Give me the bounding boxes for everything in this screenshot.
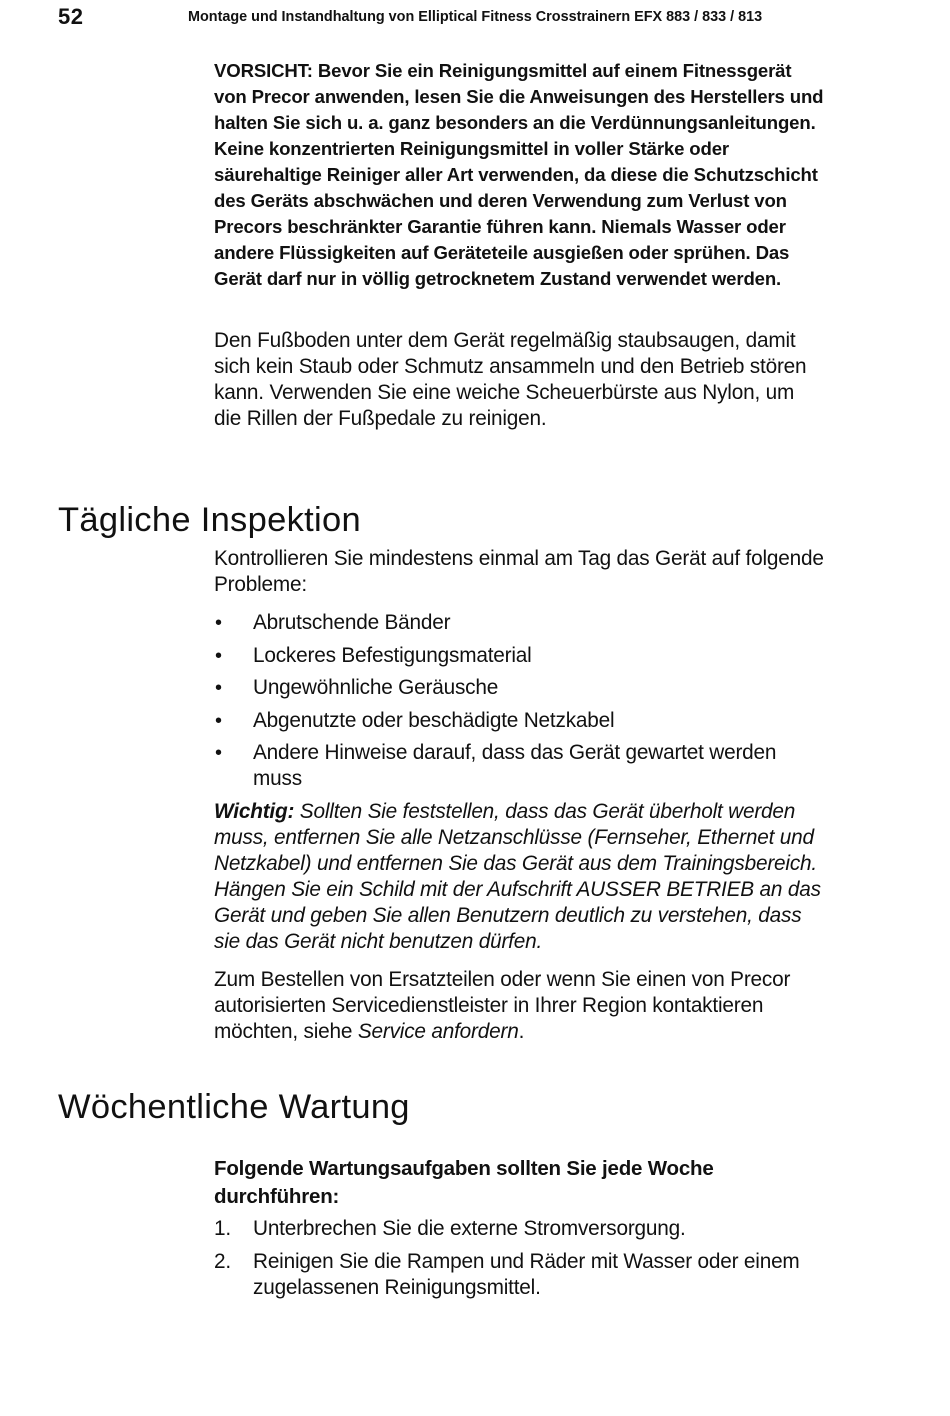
caution-notice: VORSICHT: Bevor Sie ein Reinigungsmittel auf einem Fitnessgerät von Precor anwenden, lesen Sie die Anweisungen des Herstellers und halten Sie sich u. a. ganz besonders an die Verdünnungsanleitungen. Keine konzentrierten Reinigungsmittel in voller Stärke oder säurehaltige Reiniger aller Art verwenden, da diese die Schutzschicht des Geräts abschwächen und deren Verwendung zum Verlust von Precors beschränkter Garantie führen kann. Niemals Wasser oder andere Flüssigkeiten auf Geräteteile ausgießen oder sprühen. Das Gerät darf nur in völlig getrocknetem Zustand verwendet werden. [214,60,824,289]
important-text: Sollten Sie feststellen, dass das Gerät überholt werden muss, entfernen Sie alle Netzanschlüsse (Fernseher, Ethernet und Netzkabel) und entfernen Sie das Gerät aus dem Trainingsbereich. Hängen Sie ein Schild mit der Aufschrift AUSSER BETRIEB an das Gerät und geben Sie allen Benutzern deutlich zu verstehen, dass sie das Gerät nicht benutzen dürfen. [214,800,821,953]
list-item [214,610,826,636]
list-item-text: Lockeres Befestigungsmaterial [253,643,532,667]
weekly-maintenance-intro: Folgende Wartungsaufgaben sollten Sie jede Woche durchführen: [214,1157,714,1208]
step-number: 1. [214,1217,231,1240]
step-text: Reinigen Sie die Rampen und Räder mit Wasser oder einem zugelassenen Reinigungsmittel. [253,1249,800,1299]
bullet-icon: • [215,709,222,732]
parts-text-end: . [518,1020,525,1043]
weekly-steps-list [214,1216,826,1307]
parts-text: Zum Bestellen von Ersatzteilen oder wenn Sie einen von Precor autorisierten Servicedienstleister in Ihrer Region kontaktieren möchten, siehe [214,968,791,1043]
daily-inspection-intro: Kontrollieren Sie mindestens einmal am Tag das Gerät auf folgende Probleme: [214,547,824,596]
floor-cleaning-paragraph: Den Fußboden unter dem Gerät regelmäßig staubsaugen, damit sich kein Staub oder Schmutz ansammeln und den Betrieb stören kann. Verwenden Sie eine weiche Scheuerbürste aus Nylon, um die Rillen der Fußpedale zu reinigen. [214,329,807,430]
list-item [214,708,826,734]
list-item [214,740,826,792]
list-item-text: Abrutschende Bänder [253,611,451,634]
list-item [214,643,826,669]
bullet-icon: • [215,644,222,667]
parts-service-paragraph [214,967,826,1045]
running-header: Montage und Instandhaltung von Elliptical Fitness Crosstrainern EFX 883 / 833 / 813 [188,9,763,25]
bullet-icon: • [215,612,222,634]
step-number: 2. [214,1249,231,1273]
bullet-icon: • [215,677,222,699]
bullet-icon: • [215,742,222,764]
heading-weekly-maintenance: Wöchentliche Wartung [58,1088,410,1126]
service-reference-link[interactable]: Service anfordern [357,1020,519,1043]
list-item-text: Andere Hinweise darauf, dass das Gerät gewartet werden muss [253,741,777,790]
heading-daily-inspection: Tägliche Inspektion [58,501,361,539]
list-item-text: Ungewöhnliche Geräusche [253,676,499,699]
list-item [214,675,826,701]
list-item [214,1216,826,1242]
problem-list [214,610,826,799]
list-item-text: Abgenutzte oder beschädigte Netzkabel [253,708,615,732]
important-label: Wichtig: [214,800,295,823]
important-notice [214,799,826,955]
page-number: 52 [58,4,84,29]
list-item [214,1249,826,1301]
step-text: Unterbrechen Sie die externe Stromversorgung. [253,1217,686,1240]
